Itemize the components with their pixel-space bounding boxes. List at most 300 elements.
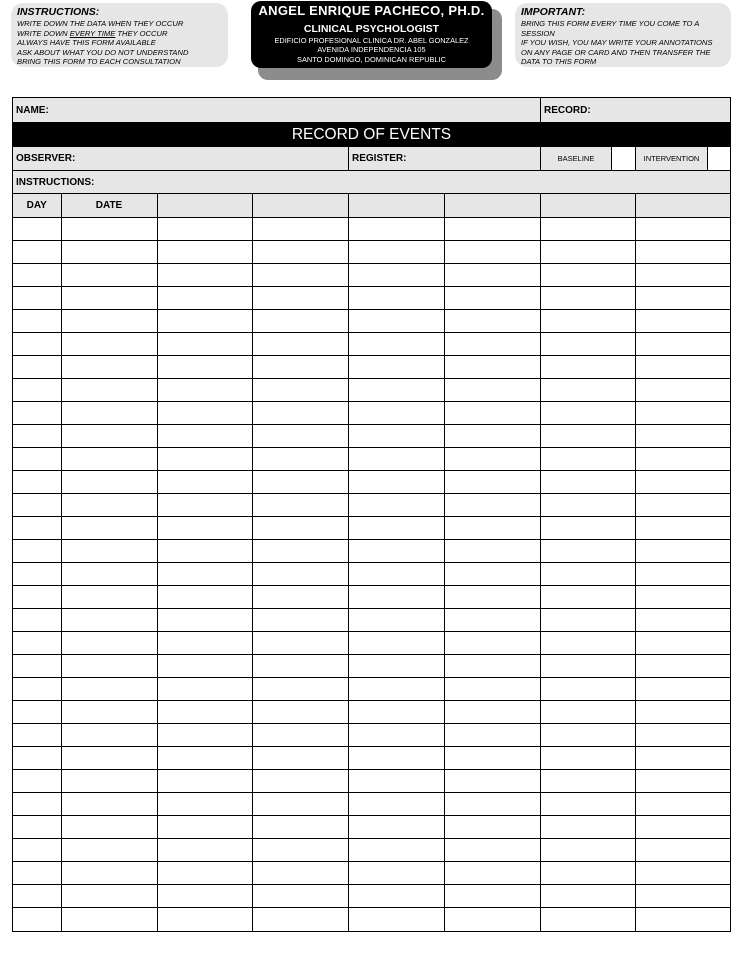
record-field[interactable] <box>540 98 730 122</box>
table-cell[interactable] <box>444 287 540 310</box>
table-cell[interactable] <box>444 793 540 816</box>
table-cell[interactable] <box>157 287 252 310</box>
table-cell[interactable] <box>348 747 444 770</box>
table-cell[interactable] <box>348 632 444 655</box>
table-cell[interactable] <box>157 908 252 931</box>
table-cell[interactable] <box>13 218 61 241</box>
table-cell[interactable] <box>252 402 348 425</box>
table-cell[interactable] <box>13 655 61 678</box>
table-cell[interactable] <box>13 609 61 632</box>
table-cell[interactable] <box>635 241 730 264</box>
table-cell[interactable] <box>444 609 540 632</box>
table-cell[interactable] <box>444 402 540 425</box>
table-cell[interactable] <box>157 264 252 287</box>
table-row <box>13 494 730 517</box>
table-cell[interactable] <box>157 402 252 425</box>
table-cell[interactable] <box>13 678 61 701</box>
table-cell[interactable] <box>157 494 252 517</box>
table-cell[interactable] <box>61 724 157 747</box>
table-cell[interactable] <box>635 839 730 862</box>
table-cell[interactable] <box>635 678 730 701</box>
table-cell[interactable] <box>252 310 348 333</box>
table-cell[interactable] <box>540 701 635 724</box>
table-cell[interactable] <box>157 310 252 333</box>
table-cell[interactable] <box>252 586 348 609</box>
baseline-checkbox[interactable] <box>611 147 635 170</box>
table-cell[interactable] <box>252 609 348 632</box>
table-cell[interactable] <box>635 218 730 241</box>
table-row <box>13 333 730 356</box>
table-cell[interactable] <box>157 356 252 379</box>
table-cell[interactable] <box>61 310 157 333</box>
table-cell[interactable] <box>540 747 635 770</box>
table-cell[interactable] <box>252 540 348 563</box>
table-cell[interactable] <box>635 471 730 494</box>
table-cell[interactable] <box>157 563 252 586</box>
table-cell[interactable] <box>13 793 61 816</box>
table-cell[interactable] <box>252 701 348 724</box>
table-cell[interactable] <box>157 379 252 402</box>
table-cell[interactable] <box>444 862 540 885</box>
table-cell[interactable] <box>540 885 635 908</box>
table-cell[interactable] <box>157 655 252 678</box>
table-cell[interactable] <box>635 448 730 471</box>
table-cell[interactable] <box>348 241 444 264</box>
table-cell[interactable] <box>252 471 348 494</box>
table-cell[interactable] <box>348 839 444 862</box>
table-row <box>13 540 730 563</box>
table-cell[interactable] <box>13 747 61 770</box>
table-cell[interactable] <box>348 379 444 402</box>
table-cell[interactable] <box>540 448 635 471</box>
table-cell[interactable] <box>540 471 635 494</box>
table-cell[interactable] <box>635 540 730 563</box>
table-cell[interactable] <box>635 333 730 356</box>
table-cell[interactable] <box>157 885 252 908</box>
table-cell[interactable] <box>444 425 540 448</box>
table-cell[interactable] <box>61 241 157 264</box>
table-cell[interactable] <box>348 655 444 678</box>
column-header-date: DATE <box>61 194 157 218</box>
table-cell[interactable] <box>157 747 252 770</box>
table-cell[interactable] <box>13 839 61 862</box>
table-cell[interactable] <box>13 885 61 908</box>
table-row <box>13 862 730 885</box>
table-cell[interactable] <box>252 333 348 356</box>
title-row <box>13 123 730 147</box>
table-cell[interactable] <box>348 494 444 517</box>
table-cell[interactable] <box>13 425 61 448</box>
table-cell[interactable] <box>348 816 444 839</box>
table-cell[interactable] <box>61 448 157 471</box>
table-cell[interactable] <box>61 471 157 494</box>
instructions-line-prefix: WRITE DOWN <box>17 28 70 38</box>
record-form <box>12 97 731 932</box>
table-cell[interactable] <box>157 793 252 816</box>
table-cell[interactable] <box>635 264 730 287</box>
table-cell[interactable] <box>348 908 444 931</box>
table-row <box>13 793 730 816</box>
table-cell[interactable] <box>540 724 635 747</box>
table-cell[interactable] <box>540 494 635 517</box>
table-cell[interactable] <box>635 609 730 632</box>
table-cell[interactable] <box>61 402 157 425</box>
table-cell[interactable] <box>61 517 157 540</box>
table-row <box>13 770 730 793</box>
table-cell[interactable] <box>157 218 252 241</box>
table-cell[interactable] <box>13 586 61 609</box>
table-cell[interactable] <box>252 356 348 379</box>
table-cell[interactable] <box>348 402 444 425</box>
table-cell[interactable] <box>13 816 61 839</box>
table-cell[interactable] <box>635 862 730 885</box>
table-cell[interactable] <box>157 241 252 264</box>
table-cell[interactable] <box>252 448 348 471</box>
observer-field[interactable] <box>13 147 348 170</box>
table-cell[interactable] <box>540 816 635 839</box>
table-row <box>13 908 730 931</box>
table-cell[interactable] <box>348 264 444 287</box>
table-cell[interactable] <box>13 494 61 517</box>
table-cell[interactable] <box>252 770 348 793</box>
table-cell[interactable] <box>444 540 540 563</box>
table-cell[interactable] <box>252 885 348 908</box>
table-cell[interactable] <box>61 816 157 839</box>
table-cell[interactable] <box>635 793 730 816</box>
table-cell[interactable] <box>61 770 157 793</box>
table-cell[interactable] <box>157 448 252 471</box>
table-cell[interactable] <box>540 264 635 287</box>
table-cell[interactable] <box>13 471 61 494</box>
table-cell[interactable] <box>348 287 444 310</box>
table-cell[interactable] <box>540 517 635 540</box>
table-cell[interactable] <box>252 379 348 402</box>
address-line-3: SANTO DOMINGO, DOMINICAN REPUBLIC <box>297 54 446 64</box>
table-cell[interactable] <box>13 908 61 931</box>
table-cell[interactable] <box>635 287 730 310</box>
table-cell[interactable] <box>348 310 444 333</box>
table-cell[interactable] <box>13 287 61 310</box>
table-cell[interactable] <box>61 586 157 609</box>
table-cell[interactable] <box>540 586 635 609</box>
table-cell[interactable] <box>540 540 635 563</box>
table-cell[interactable] <box>635 402 730 425</box>
table-cell[interactable] <box>348 586 444 609</box>
table-cell[interactable] <box>252 494 348 517</box>
table-cell[interactable] <box>61 356 157 379</box>
table-row <box>13 586 730 609</box>
register-field[interactable] <box>348 147 540 170</box>
table-cell[interactable] <box>252 264 348 287</box>
table-cell[interactable] <box>13 701 61 724</box>
table-cell[interactable] <box>252 678 348 701</box>
table-row <box>13 264 730 287</box>
table-cell[interactable] <box>348 862 444 885</box>
table-cell[interactable] <box>13 356 61 379</box>
table-row <box>13 563 730 586</box>
table-cell[interactable] <box>635 379 730 402</box>
table-cell[interactable] <box>444 655 540 678</box>
table-cell[interactable] <box>444 517 540 540</box>
table-cell[interactable] <box>348 885 444 908</box>
table-cell[interactable] <box>252 747 348 770</box>
table-cell[interactable] <box>444 747 540 770</box>
table-cell[interactable] <box>252 908 348 931</box>
table-cell[interactable] <box>13 448 61 471</box>
table-cell[interactable] <box>61 333 157 356</box>
table-cell[interactable] <box>61 908 157 931</box>
table-cell[interactable] <box>444 724 540 747</box>
table-cell[interactable] <box>252 425 348 448</box>
table-cell[interactable] <box>252 517 348 540</box>
column-header <box>252 194 348 218</box>
table-cell[interactable] <box>61 839 157 862</box>
instructions-field[interactable] <box>13 171 730 193</box>
table-cell[interactable] <box>157 632 252 655</box>
table-cell[interactable] <box>157 609 252 632</box>
table-row <box>13 839 730 862</box>
important-line: IF YOU WISH, YOU MAY WRITE YOUR ANNOTATIONS <box>521 38 713 48</box>
table-cell[interactable] <box>348 471 444 494</box>
table-cell[interactable] <box>157 333 252 356</box>
table-row <box>13 609 730 632</box>
table-cell[interactable] <box>540 379 635 402</box>
table-cell[interactable] <box>13 264 61 287</box>
table-cell[interactable] <box>252 287 348 310</box>
table-cell[interactable] <box>540 609 635 632</box>
column-header-day: DAY <box>13 194 61 218</box>
table-cell[interactable] <box>444 448 540 471</box>
table-cell[interactable] <box>635 770 730 793</box>
table-cell[interactable] <box>252 655 348 678</box>
table-cell[interactable] <box>157 678 252 701</box>
table-cell[interactable] <box>61 701 157 724</box>
column-header <box>635 194 730 218</box>
table-cell[interactable] <box>540 310 635 333</box>
table-cell[interactable] <box>348 563 444 586</box>
register-label: REGISTER: <box>352 153 407 164</box>
table-cell[interactable] <box>13 632 61 655</box>
table-cell[interactable] <box>635 747 730 770</box>
events-table <box>13 194 730 931</box>
table-cell[interactable] <box>635 517 730 540</box>
table-cell[interactable] <box>635 885 730 908</box>
table-cell[interactable] <box>61 218 157 241</box>
intervention-checkbox[interactable] <box>707 147 730 170</box>
table-cell[interactable] <box>157 586 252 609</box>
table-cell[interactable] <box>13 379 61 402</box>
instructions-line: BRING THIS FORM TO EACH CONSULTATION <box>17 57 181 67</box>
table-cell[interactable] <box>157 816 252 839</box>
table-cell[interactable] <box>444 678 540 701</box>
table-cell[interactable] <box>444 908 540 931</box>
table-cell[interactable] <box>13 333 61 356</box>
table-cell[interactable] <box>348 333 444 356</box>
table-cell[interactable] <box>13 517 61 540</box>
table-cell[interactable] <box>540 678 635 701</box>
table-cell[interactable] <box>444 241 540 264</box>
table-cell[interactable] <box>61 655 157 678</box>
table-cell[interactable] <box>61 632 157 655</box>
table-cell[interactable] <box>157 425 252 448</box>
table-cell[interactable] <box>348 609 444 632</box>
table-cell[interactable] <box>61 425 157 448</box>
table-cell[interactable] <box>61 563 157 586</box>
table-cell[interactable] <box>13 310 61 333</box>
column-header <box>157 194 252 218</box>
table-cell[interactable] <box>540 356 635 379</box>
table-row <box>13 701 730 724</box>
table-cell[interactable] <box>635 563 730 586</box>
table-cell[interactable] <box>444 218 540 241</box>
table-row <box>13 310 730 333</box>
form-title: RECORD OF EVENTS <box>13 123 730 146</box>
table-cell[interactable] <box>444 586 540 609</box>
table-cell[interactable] <box>61 379 157 402</box>
table-cell[interactable] <box>540 287 635 310</box>
table-cell[interactable] <box>444 494 540 517</box>
table-cell[interactable] <box>348 356 444 379</box>
table-cell[interactable] <box>444 632 540 655</box>
table-cell[interactable] <box>252 793 348 816</box>
intervention-label: INTERVENTION <box>635 147 707 170</box>
table-cell[interactable] <box>540 563 635 586</box>
table-row <box>13 218 730 241</box>
table-cell[interactable] <box>540 402 635 425</box>
table-cell[interactable] <box>540 839 635 862</box>
table-cell[interactable] <box>444 356 540 379</box>
table-cell[interactable] <box>444 379 540 402</box>
table-cell[interactable] <box>252 632 348 655</box>
table-cell[interactable] <box>444 885 540 908</box>
table-cell[interactable] <box>444 471 540 494</box>
instructions-box-title: INSTRUCTIONS: <box>17 6 100 18</box>
table-cell[interactable] <box>444 701 540 724</box>
table-cell[interactable] <box>61 678 157 701</box>
table-cell[interactable] <box>444 816 540 839</box>
table-cell[interactable] <box>61 747 157 770</box>
name-row <box>13 98 730 123</box>
instructions-line-every-time <box>17 29 222 39</box>
name-field[interactable] <box>13 98 540 122</box>
table-row <box>13 632 730 655</box>
important-box-title: IMPORTANT: <box>521 6 586 18</box>
table-cell[interactable] <box>635 908 730 931</box>
table-cell[interactable] <box>157 701 252 724</box>
table-cell[interactable] <box>252 839 348 862</box>
important-line: DATA TO THIS FORM <box>521 57 597 67</box>
table-cell[interactable] <box>348 425 444 448</box>
table-cell[interactable] <box>540 425 635 448</box>
table-cell[interactable] <box>157 839 252 862</box>
table-cell[interactable] <box>444 333 540 356</box>
table-cell[interactable] <box>540 908 635 931</box>
table-cell[interactable] <box>252 218 348 241</box>
table-cell[interactable] <box>157 862 252 885</box>
table-cell[interactable] <box>61 287 157 310</box>
table-cell[interactable] <box>13 402 61 425</box>
table-cell[interactable] <box>635 655 730 678</box>
table-cell[interactable] <box>13 862 61 885</box>
table-cell[interactable] <box>540 241 635 264</box>
table-cell[interactable] <box>252 241 348 264</box>
table-cell[interactable] <box>61 540 157 563</box>
table-cell[interactable] <box>540 632 635 655</box>
table-cell[interactable] <box>348 724 444 747</box>
table-cell[interactable] <box>252 724 348 747</box>
table-cell[interactable] <box>348 448 444 471</box>
table-cell[interactable] <box>540 862 635 885</box>
table-cell[interactable] <box>348 701 444 724</box>
table-cell[interactable] <box>635 494 730 517</box>
table-cell[interactable] <box>61 885 157 908</box>
table-cell[interactable] <box>635 586 730 609</box>
instructions-line: ASK ABOUT WHAT YOU DO NOT UNDERSTAND <box>17 47 189 57</box>
table-cell[interactable] <box>444 310 540 333</box>
table-cell[interactable] <box>348 540 444 563</box>
table-cell[interactable] <box>13 724 61 747</box>
table-cell[interactable] <box>13 241 61 264</box>
address-line-2: AVENIDA INDEPENDENCIA 105 <box>317 45 426 55</box>
table-row <box>13 379 730 402</box>
table-row <box>13 747 730 770</box>
table-cell[interactable] <box>635 356 730 379</box>
observer-row <box>13 147 730 171</box>
table-cell[interactable] <box>348 770 444 793</box>
table-cell[interactable] <box>252 862 348 885</box>
table-cell[interactable] <box>540 333 635 356</box>
table-cell[interactable] <box>635 632 730 655</box>
table-cell[interactable] <box>157 724 252 747</box>
table-cell[interactable] <box>252 563 348 586</box>
column-header <box>444 194 540 218</box>
table-cell[interactable] <box>157 517 252 540</box>
table-cell[interactable] <box>157 540 252 563</box>
table-cell[interactable] <box>252 816 348 839</box>
table-cell[interactable] <box>348 218 444 241</box>
table-row <box>13 356 730 379</box>
table-cell[interactable] <box>635 724 730 747</box>
table-cell[interactable] <box>635 425 730 448</box>
table-cell[interactable] <box>348 517 444 540</box>
table-cell[interactable] <box>348 793 444 816</box>
table-cell[interactable] <box>61 793 157 816</box>
table-cell[interactable] <box>61 609 157 632</box>
table-cell[interactable] <box>348 678 444 701</box>
table-cell[interactable] <box>444 264 540 287</box>
table-cell[interactable] <box>61 264 157 287</box>
table-cell[interactable] <box>13 563 61 586</box>
table-cell[interactable] <box>540 770 635 793</box>
table-cell[interactable] <box>444 563 540 586</box>
table-cell[interactable] <box>13 540 61 563</box>
table-cell[interactable] <box>540 793 635 816</box>
table-cell[interactable] <box>540 655 635 678</box>
table-cell[interactable] <box>540 218 635 241</box>
table-row <box>13 425 730 448</box>
table-row <box>13 448 730 471</box>
table-cell[interactable] <box>444 839 540 862</box>
table-cell[interactable] <box>635 701 730 724</box>
table-cell[interactable] <box>157 471 252 494</box>
table-cell[interactable] <box>61 862 157 885</box>
table-cell[interactable] <box>61 494 157 517</box>
table-cell[interactable] <box>13 770 61 793</box>
table-cell[interactable] <box>635 816 730 839</box>
table-cell[interactable] <box>157 770 252 793</box>
table-cell[interactable] <box>635 310 730 333</box>
table-cell[interactable] <box>444 770 540 793</box>
